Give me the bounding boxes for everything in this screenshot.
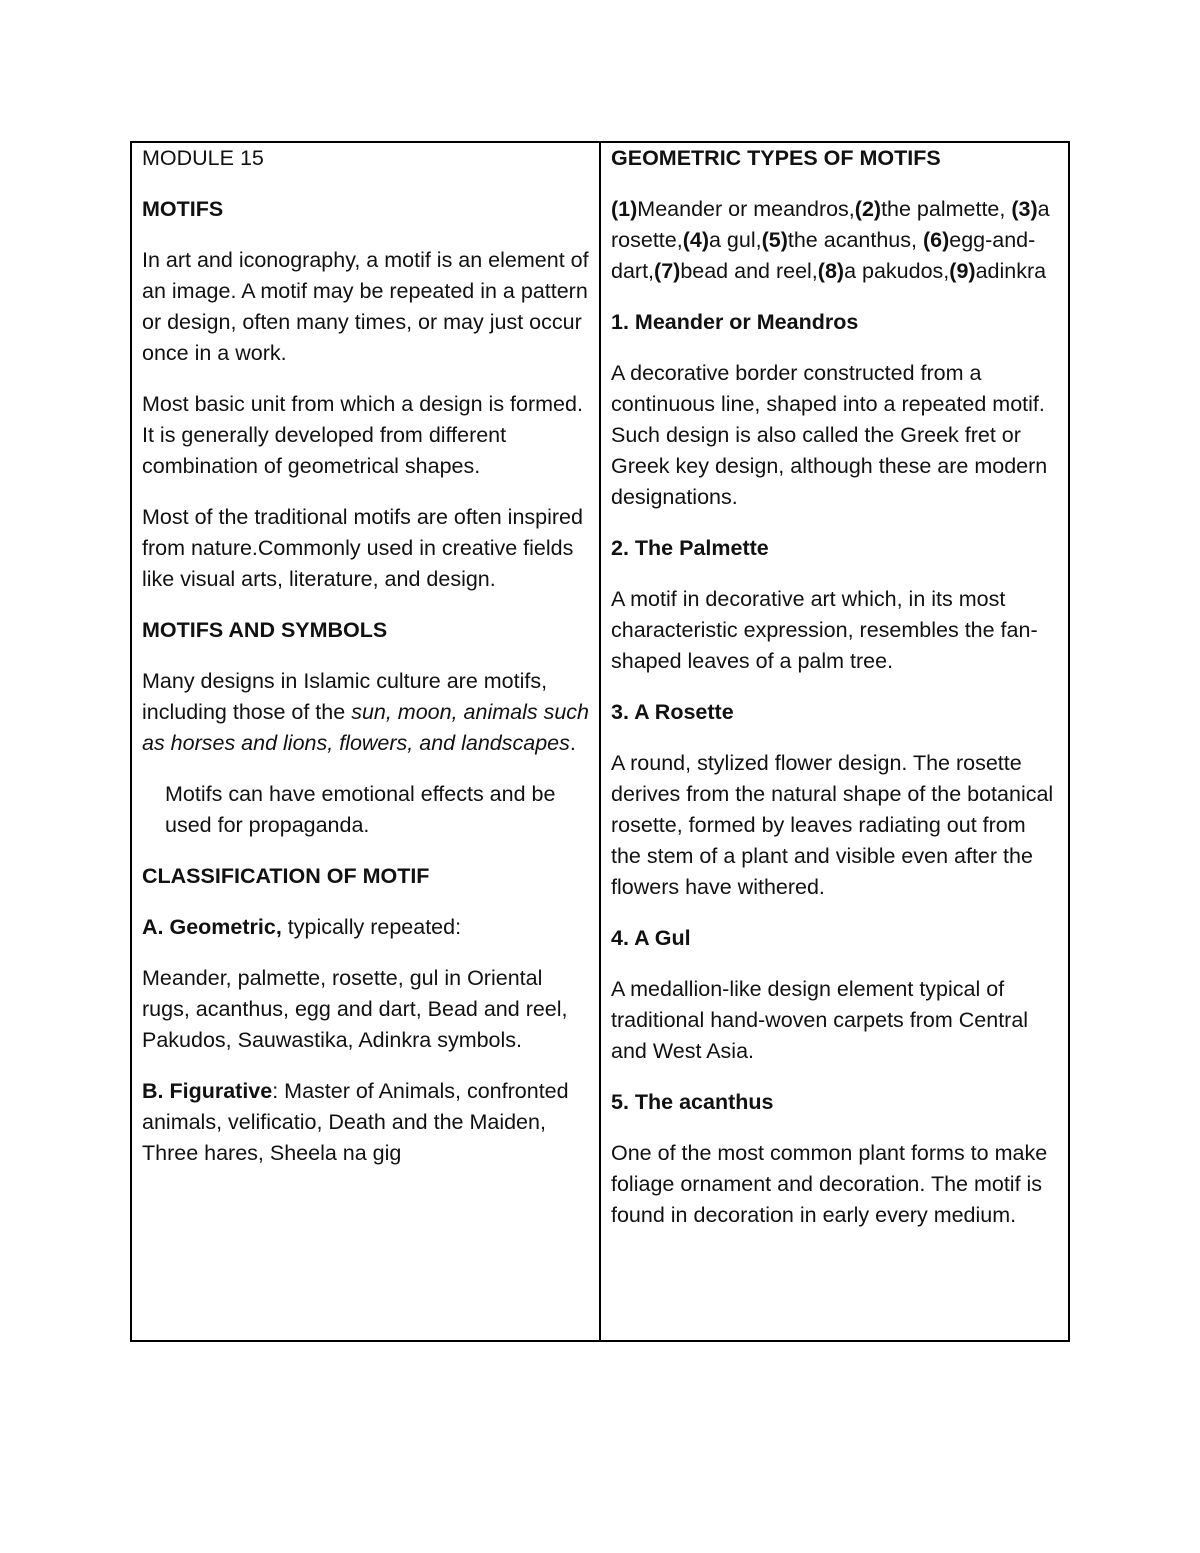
list-text: the palmette,	[881, 197, 1012, 221]
geometric-text: typically repeated:	[281, 915, 462, 939]
list-num: (2)	[854, 197, 882, 221]
motifs-heading: MOTIFS	[142, 197, 224, 221]
list-text: adinkra	[975, 259, 1047, 283]
nature-paragraph: Most of the traditional motifs are often inspired from nature.Commonly used in creative fields like visual arts, literature, and design.	[142, 505, 583, 591]
list-num: (5)	[761, 228, 788, 252]
right-column	[601, 143, 1068, 1340]
module-table	[130, 141, 1070, 1342]
gul-text: A medallion-like design element typical of traditional hand-woven carpets from Central and West Asia.	[611, 977, 1029, 1063]
basic-unit-paragraph: Most basic unit from which a design is formed. It is generally developed from different combination of geometrical shapes.	[142, 392, 583, 478]
list-num: (1)	[611, 197, 638, 221]
types-list	[611, 194, 1058, 287]
acanthus-heading: 5. The acanthus	[611, 1090, 774, 1114]
geometric-line	[142, 912, 589, 943]
list-text: a pakudos,	[844, 259, 950, 283]
list-text: Meander or meandros,	[637, 197, 855, 221]
palmette-text: A motif in decorative art which, in its most characteristic expression, resembles the fan-shaped leaves of a palm tree.	[611, 587, 1038, 673]
meander-heading: 1. Meander or Meandros	[611, 310, 859, 334]
list-text: egg-and-dart,	[611, 228, 1036, 283]
islamic-text-end: .	[569, 731, 576, 755]
left-column	[132, 143, 601, 1340]
propaganda-paragraph: Motifs can have emotional effects and be used for propaganda.	[165, 782, 556, 837]
motifs-symbols-heading: MOTIFS AND SYMBOLS	[142, 618, 388, 642]
rosette-heading: 3. A Rosette	[611, 700, 734, 724]
geometric-types-heading: GEOMETRIC TYPES OF MOTIFS	[611, 146, 941, 170]
meander-text: A decorative border constructed from a continuous line, shaped into a repeated motif. Such design is also called the Greek fret or Greek key design, although these are modern designations.	[611, 361, 1048, 509]
list-num: (9)	[949, 259, 976, 283]
list-num: (8)	[817, 259, 845, 283]
gul-heading: 4. A Gul	[611, 926, 691, 950]
motif-definition: In art and iconography, a motif is an element of an image. A motif may be repeated in a pattern or design, often many times, or may just occur once in a work.	[142, 248, 589, 365]
list-num: (7)	[654, 259, 681, 283]
geometric-list: Meander, palmette, rosette, gul in Oriental rugs, acanthus, egg and dart, Bead and reel, Pakudos, Sauwastika, Adinkra symbols.	[142, 966, 568, 1052]
islamic-text-italic: sun, moon, animals such as horses and lions, flowers, and landscapes	[142, 700, 589, 755]
palmette-heading: 2. The Palmette	[611, 536, 769, 560]
list-text: bead and reel,	[680, 259, 818, 283]
figurative-paragraph	[142, 1076, 589, 1169]
rosette-text: A round, stylized flower design. The rosette derives from the natural shape of the botanical rosette, formed by leaves radiating out from the stem of a plant and visible even after the flowers have withered.	[611, 751, 1054, 899]
list-num: (4)	[682, 228, 709, 252]
figurative-text: : Master of Animals, confronted animals, velificatio, Death and the Maiden, Three hares, Sheela na gig	[142, 1079, 569, 1165]
classification-heading: CLASSIFICATION OF MOTIF	[142, 864, 430, 888]
islamic-paragraph	[142, 666, 589, 759]
islamic-text-start: Many designs in Islamic culture are motifs, including those of the	[142, 669, 548, 724]
list-text: the acanthus,	[787, 228, 923, 252]
list-text: a gul,	[708, 228, 762, 252]
geometric-label: A. Geometric,	[142, 915, 282, 939]
list-text: a rosette,	[611, 197, 1050, 252]
acanthus-text: One of the most common plant forms to make foliage ornament and decoration. The motif is found in decoration in early every medium.	[611, 1141, 1048, 1227]
module-title: MODULE 15	[142, 146, 264, 170]
figurative-label: B. Figurative	[142, 1079, 273, 1103]
list-num: (6)	[922, 228, 950, 252]
list-num: (3)	[1011, 197, 1038, 221]
